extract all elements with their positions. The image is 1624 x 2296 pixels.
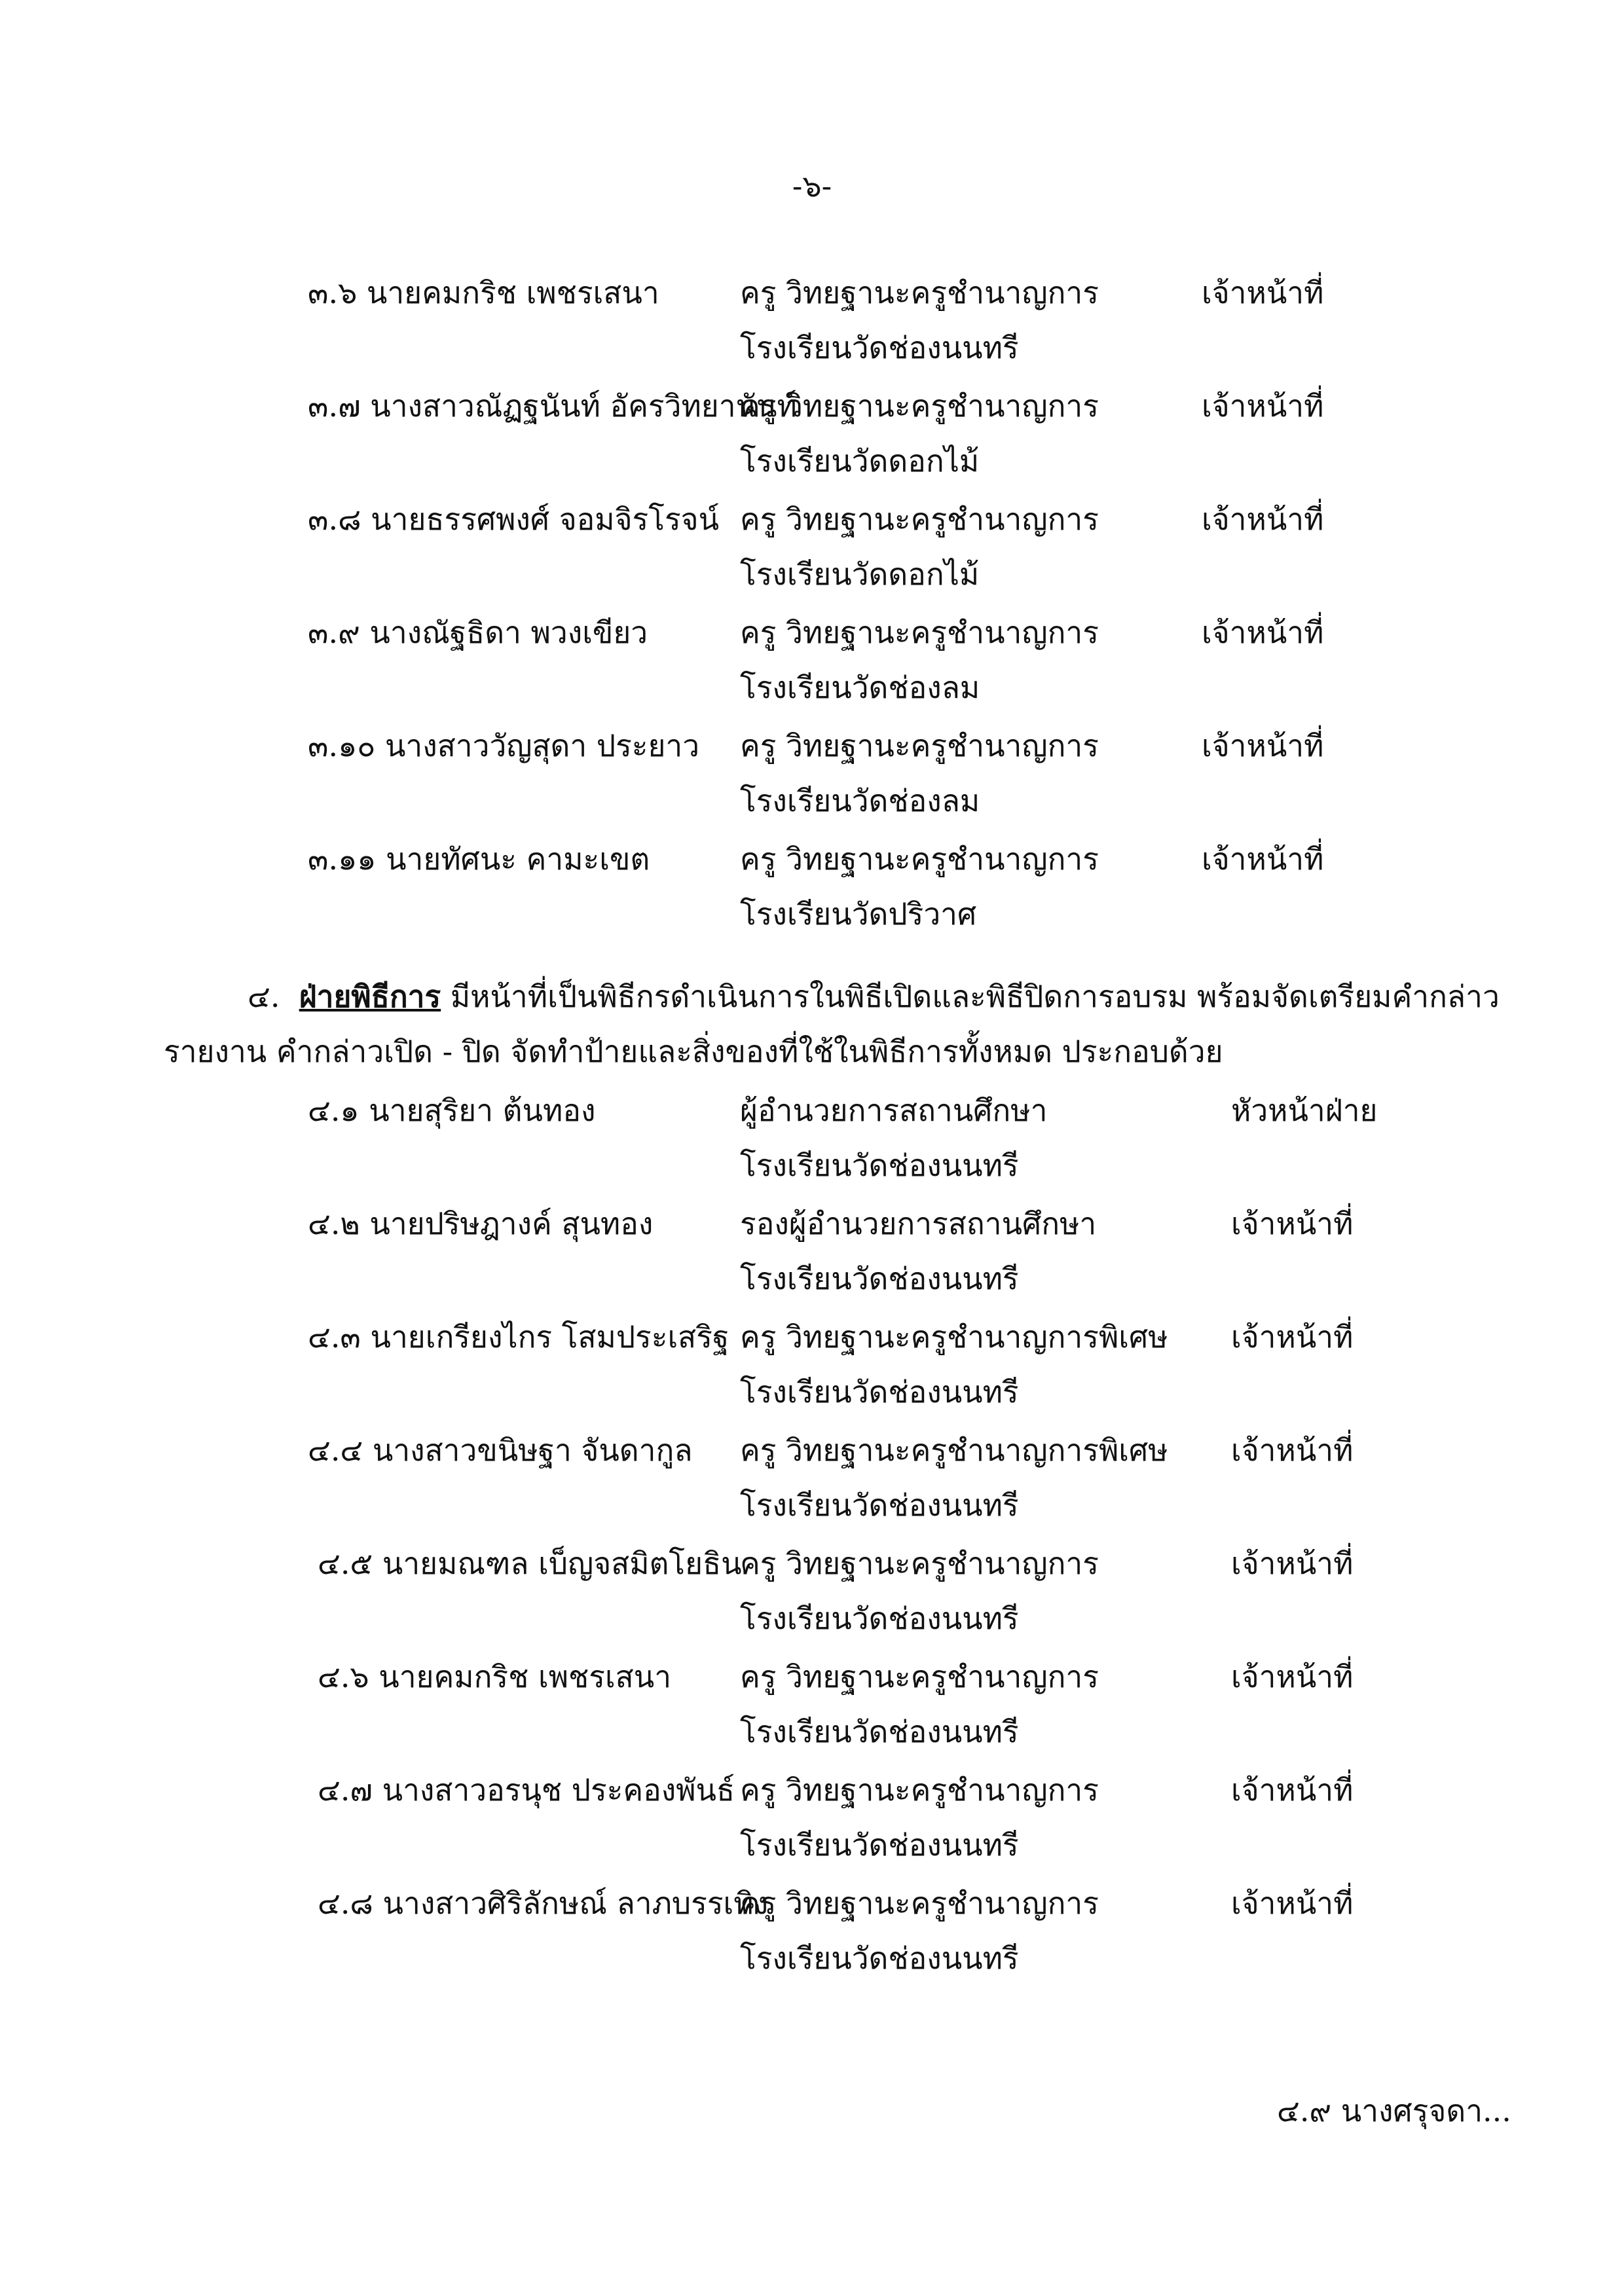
member-school: โรงเรียนวัดช่องนนทรี	[740, 1601, 1019, 1636]
member-row	[318, 1536, 1431, 1647]
continuation-text: ๔.๙ นางศรุจดา...	[1277, 2093, 1511, 2128]
member-position: ครู วิทยฐานะครูชำนาญการ	[740, 388, 1099, 424]
member-school: โรงเรียนวัดช่องนนทรี	[740, 1714, 1019, 1749]
member-role: เจ้าหน้าที่	[1202, 275, 1324, 310]
member-name: ๓.๘ นายธรรศพงศ์ จอมจิรโรจน์	[308, 501, 720, 537]
section-description-line2: รายงาน คำกล่าวเปิด - ปิด จัดทำป้ายและสิ่งของที่ใช้ในพิธีการทั้งหมด ประกอบด้วย	[164, 1034, 1223, 1069]
section-heading-line1	[164, 969, 1500, 1024]
member-row	[318, 1762, 1431, 1874]
member-position: ครู วิทยฐานะครูชำนาญการ	[740, 501, 1099, 537]
member-name: ๔.๔ นางสาวขนิษฐา จันดากูล	[308, 1432, 693, 1468]
member-school: โรงเรียนวัดช่องนนทรี	[740, 1261, 1019, 1296]
member-position: ครู วิทยฐานะครูชำนาญการ	[740, 615, 1099, 650]
member-role: หัวหน้าฝ่าย	[1231, 1093, 1378, 1128]
member-role: เจ้าหน้าที่	[1202, 615, 1324, 650]
member-name: ๔.๕ นายมณฑล เบ็ญจสมิตโยธิน	[318, 1546, 742, 1581]
member-name: ๓.๙ นางณัฐธิดา พวงเขียว	[308, 615, 648, 650]
member-row	[308, 1083, 1421, 1194]
member-position: ครู วิทยฐานะครูชำนาญการ	[740, 1772, 1099, 1808]
member-role: เจ้าหน้าที่	[1231, 1659, 1354, 1694]
member-school: โรงเรียนวัดช่องนนทรี	[740, 1827, 1019, 1863]
member-role: เจ้าหน้าที่	[1231, 1546, 1354, 1581]
section-description-line1: มีหน้าที่เป็นพิธีกรดำเนินการในพิธีเปิดและพิธีปิดการอบรม พร้อมจัดเตรียมคำกล่าว	[450, 979, 1500, 1014]
member-position: ครู วิทยฐานะครูชำนาญการพิเศษ	[740, 1432, 1168, 1468]
member-row	[308, 605, 1356, 716]
member-school: โรงเรียนวัดปริวาศ	[740, 896, 977, 932]
member-row	[318, 1649, 1431, 1760]
member-role: เจ้าหน้าที่	[1202, 841, 1324, 877]
member-school: โรงเรียนวัดดอกไม้	[740, 443, 980, 479]
member-row	[308, 378, 1356, 490]
section-title: ฝ่ายพิธีการ	[299, 979, 441, 1014]
member-role: เจ้าหน้าที่	[1202, 501, 1324, 537]
member-row	[318, 1876, 1431, 1987]
member-school: โรงเรียนวัดช่องลม	[740, 783, 980, 818]
member-row	[308, 265, 1356, 376]
member-name: ๓.๖ นายคมกริช เพชรเสนา	[308, 275, 659, 310]
member-school: โรงเรียนวัดช่องนนทรี	[740, 330, 1019, 365]
member-position: ครู วิทยฐานะครูชำนาญการ	[740, 841, 1099, 877]
member-school: โรงเรียนวัดดอกไม้	[740, 556, 980, 592]
member-name: ๓.๗ นางสาวณัฏฐนันท์ อัครวิทยานันท์	[308, 388, 797, 424]
member-role: เจ้าหน้าที่	[1231, 1206, 1354, 1241]
section-heading	[164, 969, 1500, 1079]
member-name: ๔.๓ นายเกรียงไกร โสมประเสริฐ	[308, 1319, 729, 1355]
member-row	[308, 1423, 1421, 1534]
member-position: ครู วิทยฐานะครูชำนาญการ	[740, 1886, 1099, 1921]
member-school: โรงเรียนวัดช่องนนทรี	[740, 1487, 1019, 1523]
member-position: ครู วิทยฐานะครูชำนาญการ	[740, 1659, 1099, 1694]
page-number: -๖-	[792, 168, 832, 204]
member-role: เจ้าหน้าที่	[1202, 728, 1324, 763]
member-role: เจ้าหน้าที่	[1202, 388, 1324, 424]
member-role: เจ้าหน้าที่	[1231, 1319, 1354, 1355]
member-name: ๔.๘ นางสาวศิริลักษณ์ ลาภบรรเทิง	[318, 1886, 769, 1921]
member-school: โรงเรียนวัดช่องนนทรี	[740, 1374, 1019, 1410]
member-position: ครู วิทยฐานะครูชำนาญการพิเศษ	[740, 1319, 1168, 1355]
member-role: เจ้าหน้าที่	[1231, 1432, 1354, 1468]
member-position: ผู้อำนวยการสถานศึกษา	[740, 1093, 1048, 1128]
member-position: รองผู้อำนวยการสถานศึกษา	[740, 1206, 1097, 1241]
member-name: ๔.๗ นางสาวอรนุช ประคองพันธ์	[318, 1772, 735, 1808]
member-name: ๓.๑๑ นายทัศนะ คามะเขต	[308, 841, 650, 877]
member-row	[308, 1309, 1421, 1421]
member-position: ครู วิทยฐานะครูชำนาญการ	[740, 728, 1099, 763]
member-row	[308, 831, 1356, 943]
member-name: ๔.๒ นายปริษฎางค์ สุนทอง	[308, 1206, 654, 1241]
member-row	[308, 492, 1356, 603]
member-name: ๔.๖ นายคมกริช เพชรเสนา	[318, 1659, 672, 1694]
section-number: ๔.	[248, 979, 280, 1014]
member-role: เจ้าหน้าที่	[1231, 1886, 1354, 1921]
member-name: ๔.๑ นายสุริยา ต้นทอง	[308, 1093, 596, 1128]
member-position: ครู วิทยฐานะครูชำนาญการ	[740, 1546, 1099, 1581]
member-name: ๓.๑๐ นางสาววัญสุดา ประยาว	[308, 728, 700, 763]
member-school: โรงเรียนวัดช่องนนทรี	[740, 1148, 1019, 1183]
member-row	[308, 1196, 1421, 1307]
member-position: ครู วิทยฐานะครูชำนาญการ	[740, 275, 1099, 310]
member-school: โรงเรียนวัดช่องนนทรี	[740, 1941, 1019, 1976]
member-row	[308, 718, 1356, 829]
member-school: โรงเรียนวัดช่องลม	[740, 670, 980, 705]
member-role: เจ้าหน้าที่	[1231, 1772, 1354, 1808]
